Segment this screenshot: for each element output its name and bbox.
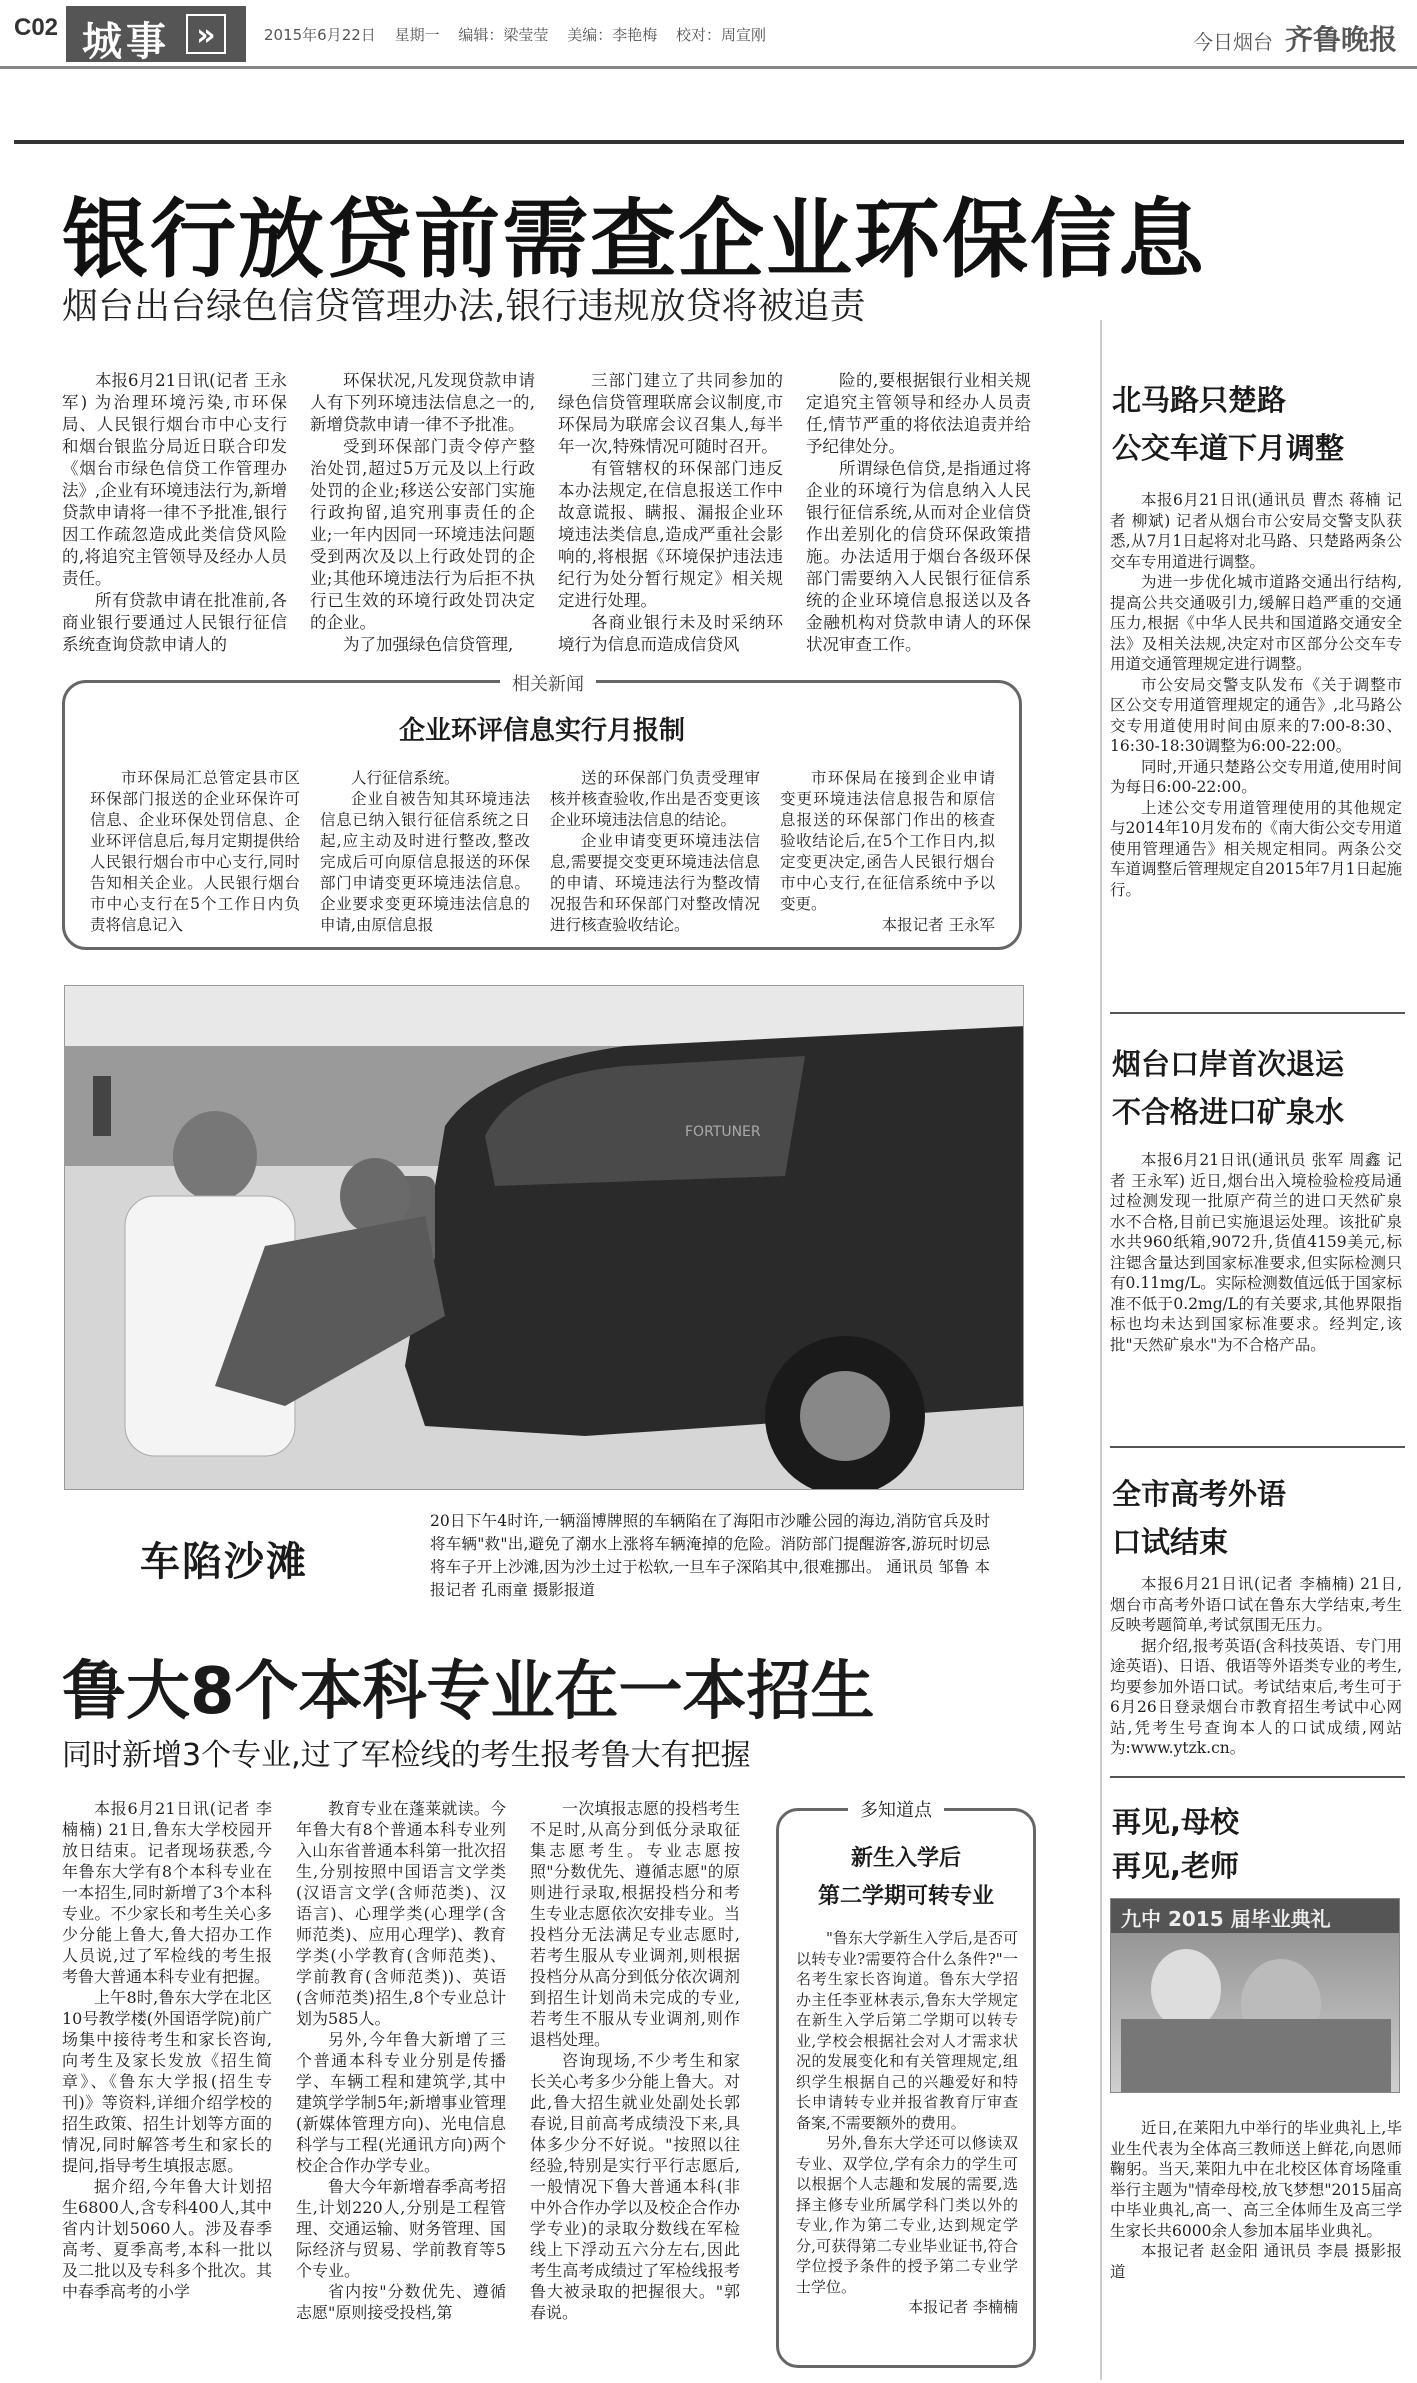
paragraph: 市公安局交警支队发布《关于调整市区公交专用道管理规定的通告》,北马路公交专用道使用时间由原来的7:00-8:30、16:30-18:30调整为6:00-22:00。 bbox=[1110, 675, 1402, 755]
article1-col3 bbox=[558, 370, 783, 656]
paragraph: 另外,鲁东大学还可以修读双专业、双学位,学有余力的学生可以根据个人志趣和发展的需要,选择主修专业所属学科门类以外的专业,作为第二专业,达到规定学分,可获得第二专业毕业证书,符合学位授予条件的授予第二专业学士学位。 bbox=[796, 2134, 1018, 2296]
paragraph: 市环保局汇总管定县市区环保部门报送的企业环保许可信息、企业环保处罚信息、企业环评信息后,每月定期提供给人民银行烟台市中心支行,同时告知相关企业。人民银行烟台市中心支行在5个工作日内负责将信息记入 bbox=[90, 769, 300, 934]
article1-col4 bbox=[806, 370, 1031, 656]
article1-col2 bbox=[310, 370, 535, 656]
sidebar-section-rule bbox=[1110, 1776, 1405, 1778]
sidebar2-title-line1: 烟台口岸首次退运 bbox=[1112, 1047, 1345, 1081]
paragraph: 本报6月21日讯(记者 李楠楠) 21日,鲁东大学校园开放日结束。记者现场获悉,今年鲁东大学有8个本科专业在一本招生,同时新增了3个本科专业。不少家长和考生关心多少分能上鲁大,鲁大招办工作人员说,过了军检线的考生报考鲁大普通本科专业有把握。 bbox=[62, 1799, 272, 1986]
issue-date: 2015年6月22日 bbox=[264, 26, 376, 44]
paragraph: 本报6月21日讯(记者 王永军) 为治理环境污染,市环保局、人民银行烟台市中心支行和烟台银监分局近日联合印发《烟台市绿色信贷工作管理办法》,企业有环境违法行为,新增贷款申请将一律不予批准,银行因工作疏忽造成此类信贷风险的,将追究主管领导及经办人员责任。 bbox=[62, 371, 287, 588]
paragraph: 另外,今年鲁大新增了三个普通本科专业分别是传播学、车辆工程和建筑学,其中建筑学学制5年;新增事业管理(新媒体管理方向)、光电信息科学与工程(光通讯方向)两个校企合作办学专业。 bbox=[296, 2030, 506, 2175]
paragraph: 环保状况,凡发现贷款申请人有下列环境违法信息之一的,新增贷款申请一律不予批准。 bbox=[310, 371, 535, 434]
editor-credit: 编辑：梁莹莹 bbox=[458, 26, 549, 44]
sidebar1-title bbox=[1112, 376, 1344, 472]
article2-col1 bbox=[62, 1798, 272, 2302]
art-credit: 美编：李艳梅 bbox=[567, 26, 658, 44]
related-col4 bbox=[780, 768, 995, 936]
sidebar4-title bbox=[1112, 1800, 1239, 1888]
sidebar3-body bbox=[1110, 1574, 1402, 1759]
double-chevron-right-icon: » bbox=[186, 14, 226, 54]
paragraph: 送的环保部门负责受理审核并核查验收,作出是否变更该企业环境违法信息的结论。 bbox=[550, 769, 760, 829]
article1-col1 bbox=[62, 370, 287, 656]
related-col1 bbox=[90, 768, 300, 936]
paragraph: 近日,在莱阳九中举行的毕业典礼上,毕业生代表为全体高三教师送上鲜花,向恩师鞠躬。当天,莱阳九中在北校区体育场隆重举行主题为"情牵母校,放飞梦想"2015届高中毕业典礼,高一、高三全体师生及高三学生家长共6000余人参加本届毕业典礼。 bbox=[1110, 2119, 1402, 2240]
sidebar2-title bbox=[1112, 1040, 1344, 1136]
car-model-badge: FORTUNER bbox=[685, 1124, 761, 1140]
paragraph: 省内按"分数优先、遵循志愿"原则接受投档,第 bbox=[296, 2282, 506, 2322]
byline: 本报记者 赵金阳 通讯员 李晨 摄影报道 bbox=[1110, 2242, 1402, 2281]
graduation-photo bbox=[1110, 1898, 1400, 2093]
sidebar3-title-line1: 全市高考外语 bbox=[1112, 1477, 1287, 1511]
paragraph: 市环保局在接到企业申请变更环境违法信息报告和原信息报送的环保部门作出的核查验收结论后,在5个工作日内,拟定变更决定,函告人民银行烟台市中心支行,在征信系统中予以变更。 bbox=[780, 769, 995, 913]
sidebar3-title bbox=[1112, 1470, 1286, 1566]
sidebar-section-rule bbox=[1110, 1446, 1405, 1448]
photo-caption: 20日下午4时许,一辆淄博牌照的车辆陷在了海阳市沙雕公园的海边,消防官兵及时将车辆"救"出,避免了潮水上涨将车辆淹掉的危险。消防部门提醒游客,游玩时切忌将车子开上沙滩,因为沙土过于松软,一旦车子深陷其中,很难挪出。 通讯员 邹鲁 本报记者 孔雨童 摄影报道 bbox=[430, 1512, 990, 1599]
paragraph: 据介绍,报考英语(含科技英语、专门用途英语)、日语、俄语等外语类专业的考生,均要参加外语口试。考试结束后,考生可于6月26日登录烟台市教育招生考试中心网站,凭考生号查询本人的口试成绩,网站为:www.ytzk.cn。 bbox=[1110, 1636, 1402, 1757]
person-shape bbox=[1151, 1949, 1221, 2029]
page-number: C02 bbox=[14, 14, 59, 41]
sidebar-section-rule bbox=[1110, 1012, 1405, 1014]
sidebar4-title-line1: 再见,母校 bbox=[1112, 1805, 1240, 1839]
paragraph: 为了加强绿色信贷管理, bbox=[343, 635, 514, 654]
news-photo-car-stuck bbox=[64, 985, 1024, 1490]
paragraph: 各商业银行未及时采纳环境行为信息而造成信贷风 bbox=[558, 613, 783, 654]
paragraph: 咨询现场,不少考生和家长关心考多少分能上鲁大。对此,鲁大招生就业处副处长郭春说,目前高考成绩没下来,具体多少分不好说。"按照以往经验,特别是实行平行志愿后,一般情况下鲁大普通本科(非中外合作办学以及校企合作办学专业)的录取分数线在军检线上下浮动五六分左右,因此考生高考成绩过了军检线报考鲁大被录取的把握很大。"郭春说。 bbox=[530, 2051, 740, 2322]
sidebar2-body bbox=[1110, 1150, 1402, 1355]
paragraph: 企业申请变更环境违法信息,需要提交变更环境违法信息的申请、环境违法行为整改情况报告和环保部门对整改情况进行核查验收结论。 bbox=[550, 832, 760, 934]
related-col3 bbox=[550, 768, 760, 936]
paragraph: 本报6月21日讯(通讯员 曹杰 蒋楠 记者 柳斌) 记者从烟台市公安局交警支队获悉,从7月1日起将对北马路、只楚路两条公交车专用道进行调整。 bbox=[1110, 491, 1402, 571]
paragraph: 所有贷款申请在批准前,各商业银行要通过人民银行征信系统查询贷款申请人的 bbox=[62, 591, 287, 654]
article2-subhead: 同时新增3个专业,过了军检线的考生报考鲁大有把握 bbox=[62, 1738, 751, 1773]
sidebar4-body bbox=[1110, 2118, 1402, 2282]
sidebar1-title-line2: 公交车道下月调整 bbox=[1112, 431, 1345, 465]
paragraph: 鲁大今年新增春季高考招生,计划220人,分别是工程管理、交通运输、财务管理、国际经济与贸易、学前教育等5个专业。 bbox=[296, 2177, 506, 2280]
related-news-title: 企业环评信息实行月报制 bbox=[398, 716, 685, 746]
paragraph: 教育专业在蓬莱就读。今年鲁大有8个普通本科专业列入山东省普通本科第一批次招生,分别按照中国语言文学类(汉语言文学(含师范类)、汉语言)、心理学类(心理学(含师范类)、应用心理学)、教育学类(小学教育(含师范类)、学前教育(含师范类))、英语(含师范类)招生,8个专业总计划为585人。 bbox=[296, 1799, 506, 2028]
paragraph: 一次填报志愿的投档考生不足时,从高分到低分录取征集志愿考生。专业志愿按照"分数优先、遵循志愿"的原则进行录取,根据投档分和考生专业志愿依次安排专业。当投档分无法满足专业志愿时,若考生服从专业调剂,则根据投档分从高分到低分依次调剂到招生计划尚未完成的专业,若考生不服从专业调剂,则作退档处理。 bbox=[530, 1799, 740, 2049]
article2-col3 bbox=[530, 1798, 740, 2323]
paragraph: 上午8时,鲁东大学在北区10号教学楼(外国语学院)前广场集中接待考生和家长咨询,向考生及家长发放《招生简章》、《鲁东大学报(招生专刊)》等资料,详细介绍学校的招生政策、招生计划等方面的情况,同时解答考生和家长的提问,指导考生填报志愿。 bbox=[62, 1988, 272, 2175]
section-label: 城事 bbox=[66, 6, 246, 62]
paragraph: 受到环保部门责令停产整治处罚,超过5万元及以上行政处罚的企业;移送公安部门实施行政拘留,追究刑事责任的企业;一年内因同一环境违法问题受到两次及以上行政处罚的企业;其他环境违法行为后拒不执行已生效的环境行政处罚决定的企业。 bbox=[310, 437, 535, 632]
paragraph: 据介绍,今年鲁大计划招生6800人,含专科400人,其中省内计划5060人。涉及春季高考、夏季高考,本科一批以及二批以及专科多个批次。其中春季高考的小学 bbox=[62, 2177, 272, 2301]
paragraph: 同时,开通只楚路公交专用道,使用时间为每日6:00-22:00。 bbox=[1110, 757, 1402, 796]
article2-col2 bbox=[296, 1798, 506, 2323]
paragraph: 本报6月21日讯(通讯员 张军 周鑫 记者 王永军) 近日,烟台出入境检验检疫局通过检测发现一批原产荷兰的进口天然矿泉水不合格,目前已实施退运处理。该批矿泉水共960纸箱,9072升,货值4159美元,标注锶含量达到国家标准要求,但实际检测只有0.11mg/L。实际检测数值远低于国家标准不低于0.2mg/L的有关要求,其他界限指标也均未达到国家标准要求。经判定,该批"天然矿泉水"为不合格产品。 bbox=[1110, 1151, 1402, 1354]
issue-meta bbox=[264, 24, 780, 45]
tips-body bbox=[796, 1928, 1018, 2318]
related-col2 bbox=[320, 768, 530, 936]
tips-tag: 多知道点 bbox=[848, 1796, 944, 1822]
sidebar4-title-line2: 再见,老师 bbox=[1112, 1849, 1240, 1883]
paragraph: 上述公交专用道管理使用的其他规定与2014年10月发布的《南大街公交专用道使用管理通告》相关规定相同。两条公交车道调整后管理规定自2015年7月1日起施行。 bbox=[1110, 798, 1402, 899]
sidebar2-title-line2: 不合格进口矿泉水 bbox=[1112, 1095, 1345, 1129]
tips-title-line2: 第二学期可转专业 bbox=[817, 1884, 994, 1909]
paragraph: 企业自被告知其环境违法信息已纳入银行征信系统之日起,应主动及时进行整改,整改完成后可向原信息报送的环保部门申请变更环境违法信息。企业要求变更环境违法信息的申请,由原信息报 bbox=[320, 790, 530, 934]
article1-subhead: 烟台出台绿色信贷管理办法,银行违规放贷将被追责 bbox=[62, 286, 866, 327]
paragraph: 三部门建立了共同参加的绿色信贷管理联席会议制度,市环保局为联席会议召集人,每半年一次,特殊情况可随时召开。 bbox=[558, 371, 783, 456]
sidebar3-title-line2: 口试结束 bbox=[1112, 1525, 1229, 1559]
masthead-right bbox=[1193, 18, 1397, 58]
photo-caption-title: 车陷沙滩 bbox=[140, 1539, 308, 1585]
tips-title bbox=[776, 1840, 1036, 1916]
headline-rule bbox=[14, 140, 1404, 144]
related-news-tag: 相关新闻 bbox=[500, 670, 596, 696]
issue-weekday: 星期一 bbox=[394, 26, 440, 44]
photo-illustration bbox=[65, 986, 1024, 1490]
paper-logo: 齐鲁晚报 bbox=[1284, 23, 1397, 56]
paragraph: 所谓绿色信贷,是指通过将企业的环境行为信息纳入人民银行征信系统,从而对企业信贷作出差别化的信贷环保政策措施。办法适用于烟台各级环保部门需要纳入人民银行征信系统的企业环境信息报送以及各金融机构对贷款申请人的环保状况审查工作。 bbox=[806, 459, 1031, 654]
paragraph: 人行征信系统。 bbox=[351, 769, 460, 787]
paragraph: 险的,要根据银行业相关规定追究主管领导和经办人员责任,情节严重的将依法追责并给予纪律处分。 bbox=[806, 371, 1031, 456]
paragraph: "鲁东大学新生入学后,是否可以转专业?需要符合什么条件?"一名考生家长咨询道。鲁东大学招办主任李亚林表示,鲁东大学规定在新生入学后第二学期可以转专业,学校会根据社会对人才需求状况的发展变化和有关管理规定,组织学生根据自己的兴趣爱好和特长申请转专业并报省教育厅审查备案,不需要额外的费用。 bbox=[796, 1929, 1018, 2132]
paragraph: 为进一步优化城市道路交通出行结构,提高公共交通吸引力,缓解日趋严重的交通压力,根据《中华人民共和国道路交通安全法》及相关法规,决定对市区部分公交车专用道交通管理规定进行调整。 bbox=[1110, 573, 1402, 673]
edition-name: 今日烟台 bbox=[1192, 30, 1273, 54]
article2-headline: 鲁大8个本科专业在一本招生 bbox=[62, 1655, 875, 1729]
byline: 本报记者 王永军 bbox=[881, 916, 995, 934]
byline: 本报记者 李楠楠 bbox=[908, 2298, 1018, 2316]
sidebar-divider bbox=[1100, 320, 1102, 2380]
article1-headline: 银行放贷前需查企业环保信息 bbox=[62, 190, 1206, 290]
sidebar1-body bbox=[1110, 490, 1402, 900]
paragraph: 本报6月21日讯(记者 李楠楠) 21日,烟台市高考外语口试在鲁东大学结束,考生反映考题简单,考试氛围无压力。 bbox=[1110, 1575, 1402, 1634]
paragraph: 有管辖权的环保部门违反本办法规定,在信息报送工作中故意谎报、瞒报、漏报企业环境违法类信息,造成严重社会影响的,将根据《环境保护违法违纪行为处分暂行规定》相关规定进行处理。 bbox=[558, 459, 783, 610]
proof-credit: 校对：周宣刚 bbox=[675, 26, 766, 44]
tips-title-line1: 新生入学后 bbox=[850, 1846, 961, 1871]
photo-banner: 九中 2015 届毕业典礼 bbox=[1111, 1899, 1400, 1933]
header-rule bbox=[0, 66, 1417, 69]
crowd-shape bbox=[1121, 2019, 1391, 2093]
sidebar1-title-line1: 北马路只楚路 bbox=[1112, 383, 1287, 417]
